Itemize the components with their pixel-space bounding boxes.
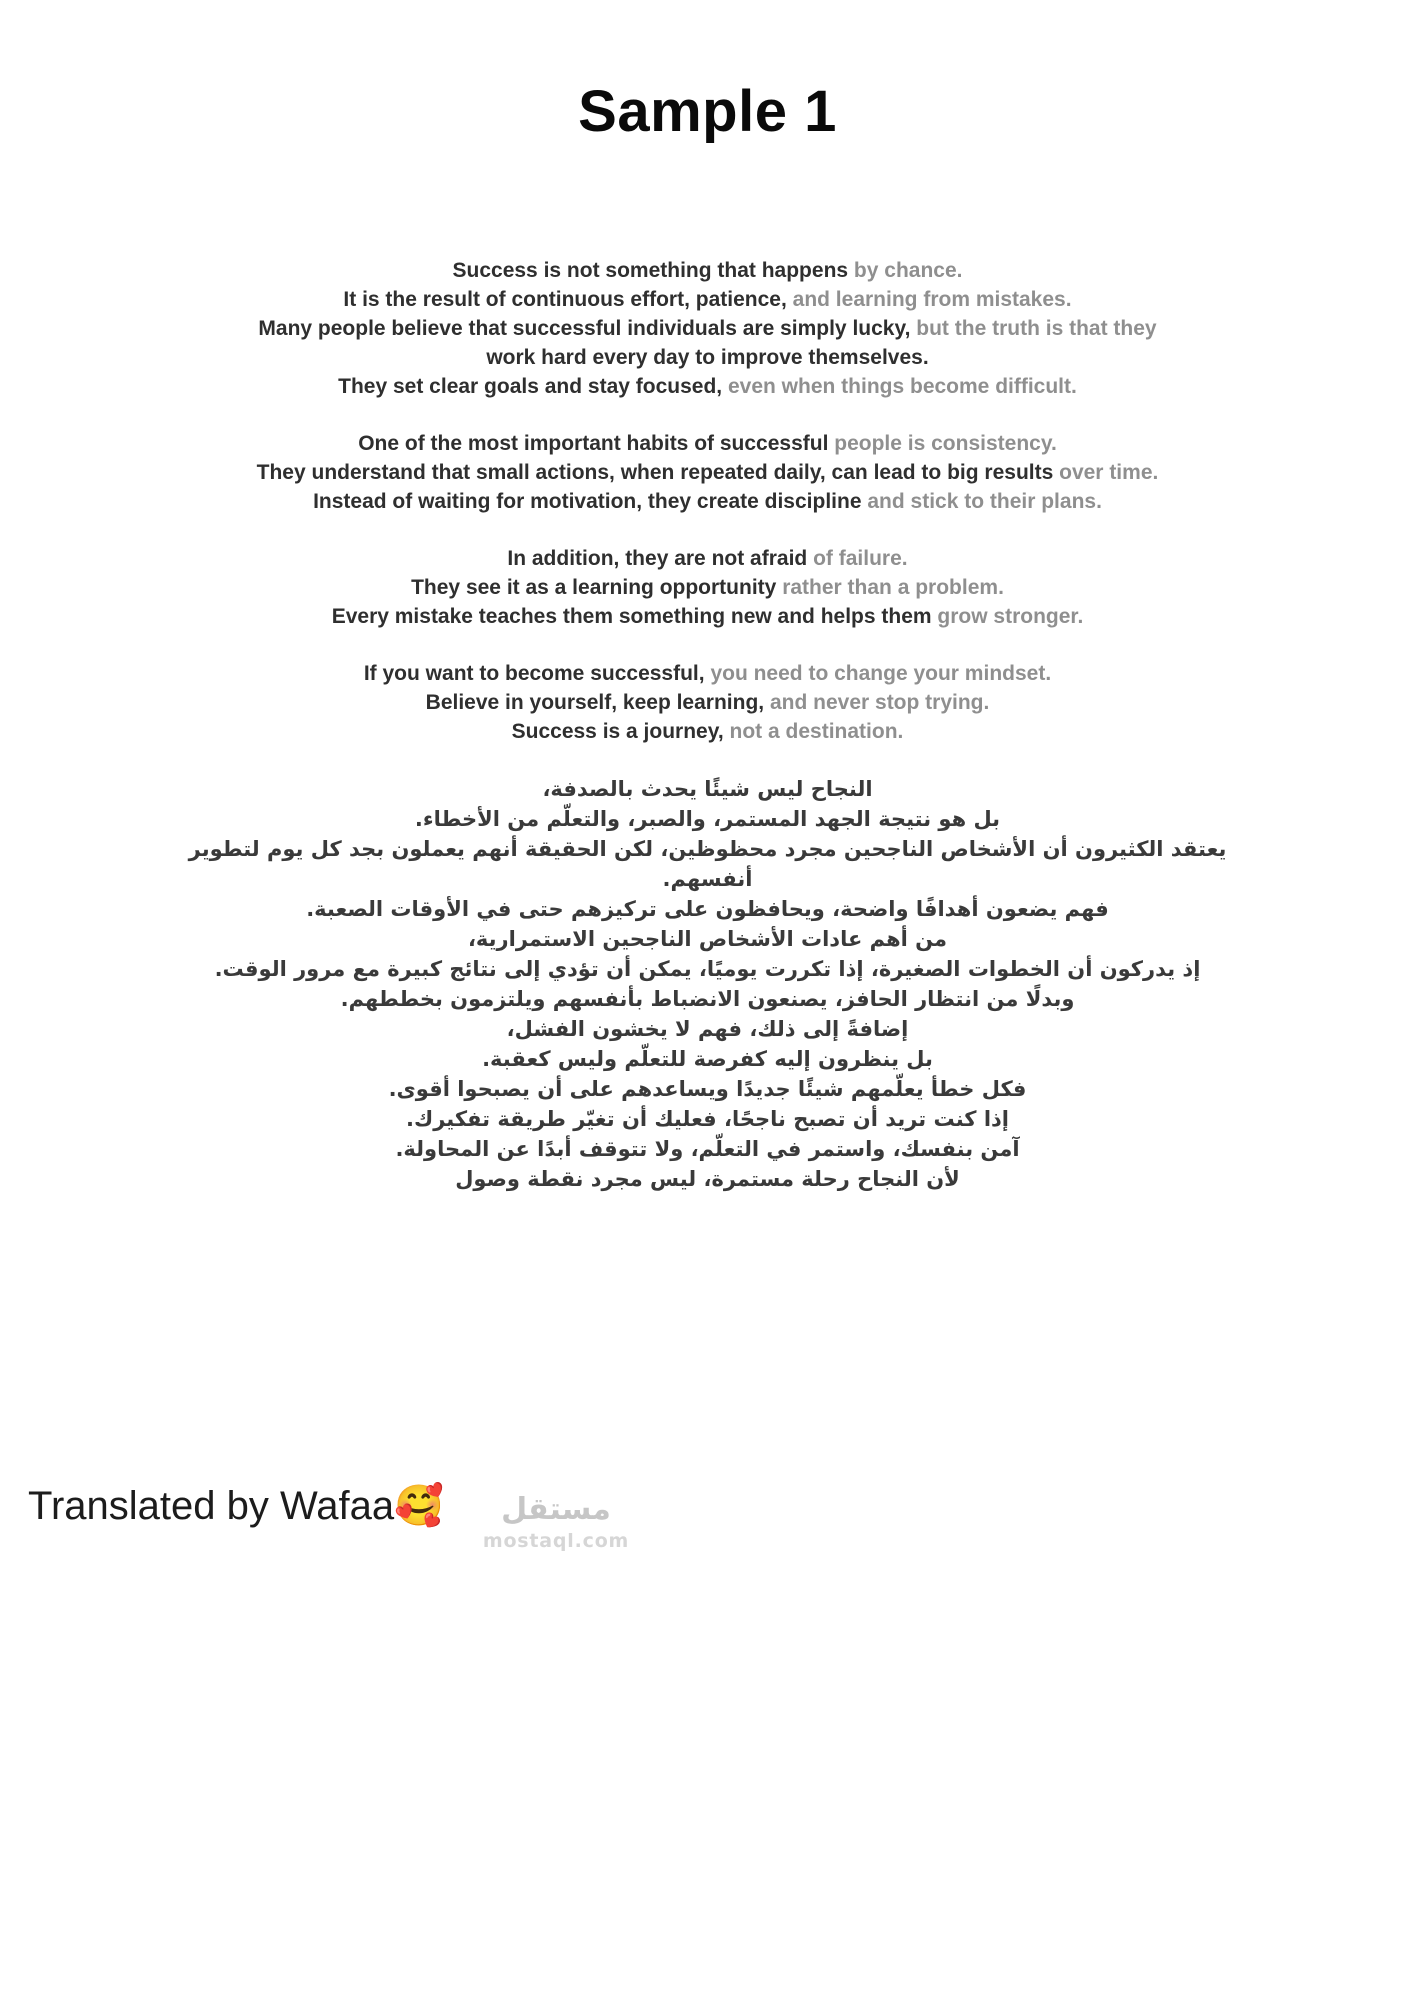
english-line — [60, 602, 1355, 631]
arabic-line: آمن بنفسك، واستمر في التعلّم، ولا تتوقف أبدًا عن المحاولة. — [395, 1137, 1020, 1161]
arabic-line: إضافةً إلى ذلك، فهم لا يخشون الفشل، — [506, 1017, 909, 1041]
arabic-line: بل ينظرون إليه كفرصة للتعلّم وليس كعقبة. — [482, 1047, 933, 1071]
english-line — [60, 372, 1355, 401]
line-segment-dark: In addition, they are not afraid — [507, 547, 808, 570]
mostaql-watermark — [428, 1492, 684, 1552]
line-segment-dark: They understand that small actions, when repeated daily, can lead to big results — [256, 461, 1054, 484]
line-segment-light: of failure. — [813, 547, 908, 570]
line-segment-light: not a destination. — [729, 720, 904, 743]
english-paragraph-1 — [60, 256, 1355, 401]
arabic-line: إذا كنت تريد أن تصبح ناجحًا، فعليك أن تغيّر طريقة تفكيرك. — [405, 1107, 1010, 1131]
arabic-line: إذ يدركون أن الخطوات الصغيرة، إذا تكررت يوميًا، يمكن أن تؤدي إلى نتائج كبيرة مع مرور الوقت. — [214, 957, 1201, 981]
english-line — [60, 314, 1355, 343]
page-title: Sample 1 — [578, 79, 837, 144]
line-segment-dark: Success is a journey, — [511, 720, 724, 743]
english-paragraph-3 — [60, 544, 1355, 631]
line-segment-light: by chance. — [853, 259, 963, 282]
line-segment-dark: If you want to become successful, — [363, 662, 705, 685]
arabic-line: يعتقد الكثيرون أن الأشخاص الناجحين مجرد محظوظين، لكن الحقيقة أنهم يعملون بجد كل يوم لتطوير — [188, 837, 1227, 861]
english-line — [60, 544, 1355, 573]
line-segment-dark: Instead of waiting for motivation, they create discipline — [313, 490, 862, 513]
line-segment-dark: Believe in yourself, keep learning, — [425, 691, 765, 714]
line-segment-light: you need to change your mindset. — [710, 662, 1052, 685]
arabic-line: النجاح ليس شيئًا يحدث بالصدفة، — [542, 777, 873, 801]
english-line — [60, 429, 1355, 458]
line-segment-light: grow stronger. — [937, 605, 1084, 628]
arabic-line: فهم يضعون أهدافًا واضحة، ويحافظون على تركيزهم حتى في الأوقات الصعبة. — [306, 897, 1109, 921]
arabic-line: بل هو نتيجة الجهد المستمر، والصبر، والتعلّم من الأخطاء. — [414, 807, 1001, 831]
english-line — [60, 285, 1355, 314]
line-segment-dark: It is the result of continuous effort, patience, — [343, 288, 787, 311]
arabic-line: وبدلًا من انتظار الحافز، يصنعون الانضباط بأنفسهم ويلتزمون بخططهم. — [340, 987, 1075, 1011]
line-segment-light: and stick to their plans. — [867, 490, 1102, 513]
document-body — [60, 256, 1355, 1194]
translator-credit: Translated by Wafaa🥰 — [28, 1484, 444, 1528]
line-segment-dark: Success is not something that happens — [452, 259, 849, 282]
line-segment-dark: One of the most important habits of successful — [358, 432, 829, 455]
line-segment-dark: Every mistake teaches them something new and helps them — [331, 605, 932, 628]
line-segment-light: even when things become difficult. — [727, 375, 1077, 398]
line-segment-dark: They set clear goals and stay focused, — [338, 375, 723, 398]
english-line — [60, 458, 1355, 487]
line-segment-light: and never stop trying. — [769, 691, 990, 714]
english-line — [60, 688, 1355, 717]
line-segment-light: but the truth is that they — [916, 317, 1157, 340]
arabic-line: فكل خطأ يعلّمهم شيئًا جديدًا ويساعدهم على أن يصبحوا أقوى. — [388, 1077, 1027, 1101]
english-line — [60, 343, 1355, 372]
line-segment-dark: Many people believe that successful individuals are simply lucky, — [258, 317, 911, 340]
line-segment-light: rather than a problem. — [782, 576, 1004, 599]
english-line — [60, 659, 1355, 688]
arabic-line: لأن النجاح رحلة مستمرة، ليس مجرد نقطة وصول — [455, 1167, 960, 1191]
line-segment-light: over time. — [1059, 461, 1159, 484]
line-segment-dark: work hard every day to improve themselves. — [486, 346, 929, 369]
english-line — [60, 487, 1355, 516]
line-segment-dark: They see it as a learning opportunity — [411, 576, 777, 599]
mostaql-logo-arabic: مستقل — [501, 1492, 611, 1527]
arabic-line: أنفسهم. — [662, 867, 753, 891]
arabic-translation-paragraph — [60, 774, 1355, 1194]
english-line — [60, 717, 1355, 746]
english-paragraph-4 — [60, 659, 1355, 746]
english-line — [60, 256, 1355, 285]
english-line — [60, 573, 1355, 602]
line-segment-light: people is consistency. — [834, 432, 1057, 455]
english-paragraph-2 — [60, 429, 1355, 516]
line-segment-light: and learning from mistakes. — [792, 288, 1072, 311]
mostaql-domain-text: mostaql.com — [482, 1530, 630, 1552]
arabic-line: من أهم عادات الأشخاص الناجحين الاستمرارية، — [467, 927, 948, 951]
